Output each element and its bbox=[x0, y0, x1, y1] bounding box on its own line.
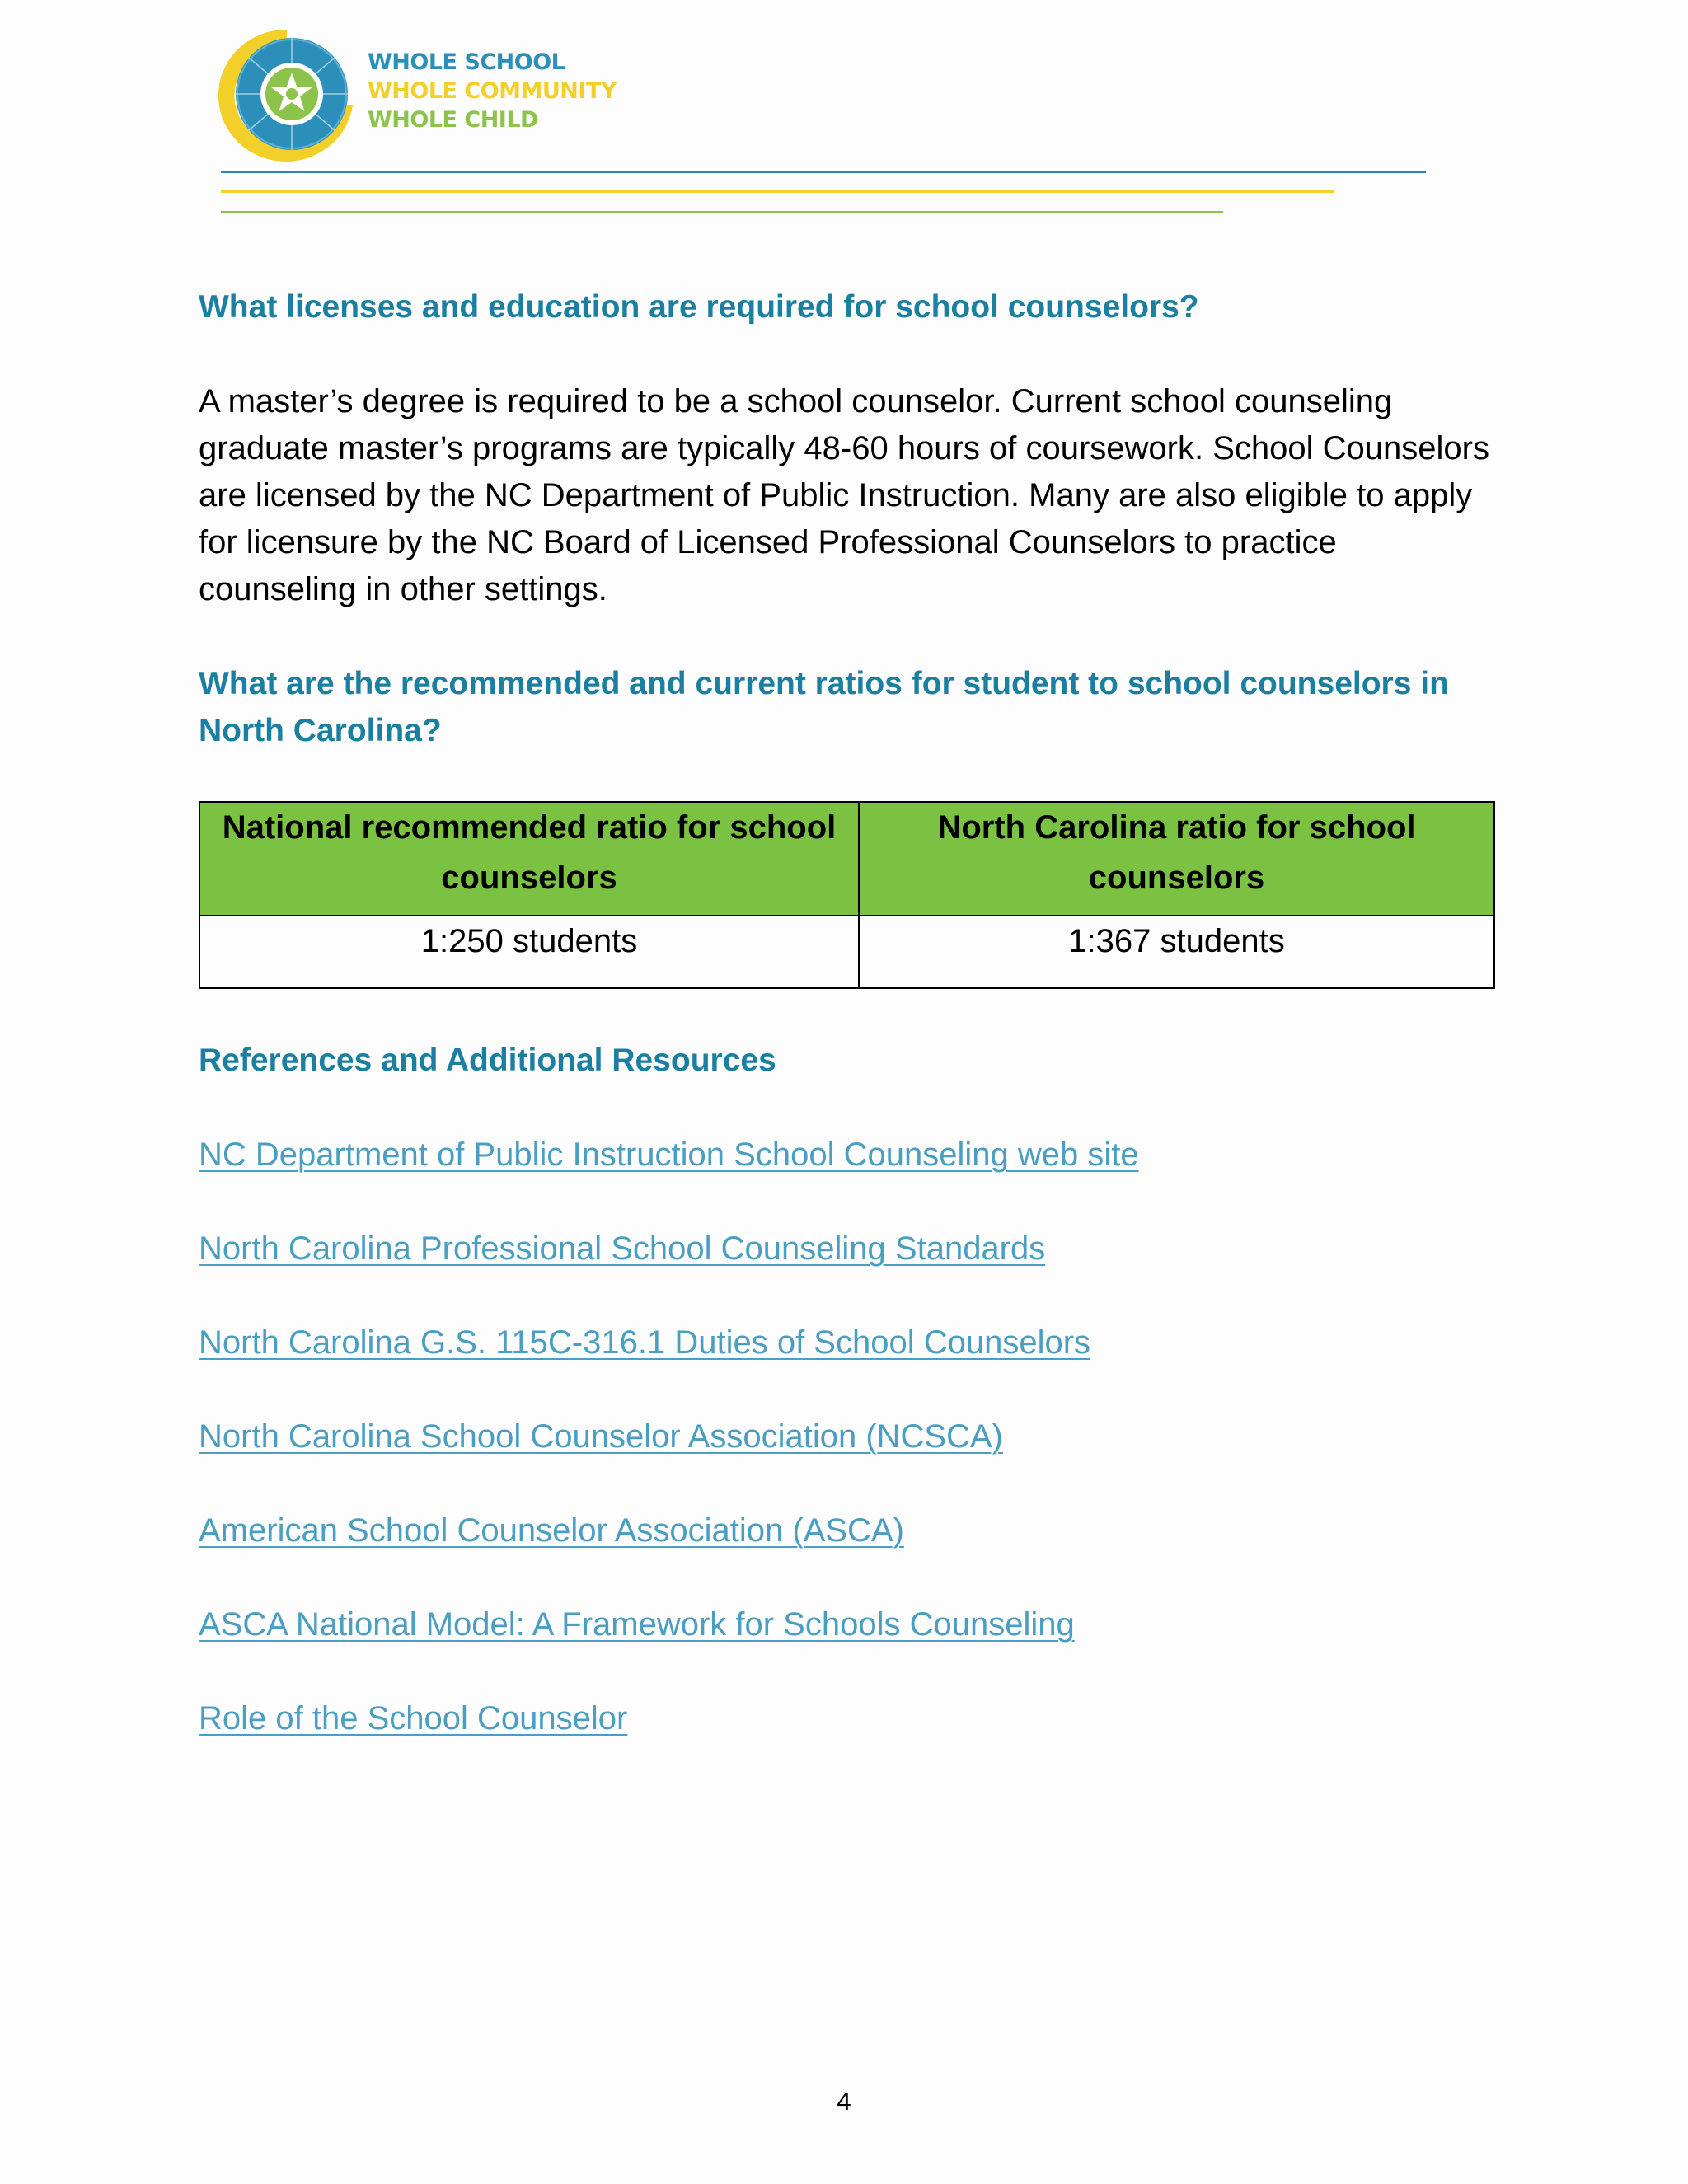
link-nc-professional-standards[interactable]: North Carolina Professional School Counseling Standards bbox=[199, 1230, 1046, 1267]
link-role-of-school-counselor[interactable]: Role of the School Counselor bbox=[199, 1700, 628, 1736]
table-header-north-carolina: North Carolina ratio for school counselors bbox=[859, 802, 1494, 916]
header-rule-green bbox=[221, 211, 1223, 213]
licenses-paragraph: A master’s degree is required to be a school counselor. Current school counseling graduate master’s programs are typically 48-60 hours of coursework. School Counselors are licensed by the NC Department of Public Instruction. Many are also eligible to apply for licensure by the NC Board of Licensed Professional Counselors to practice counseling in other settings. bbox=[199, 383, 1489, 607]
header-rule-yellow bbox=[221, 190, 1334, 193]
logo-wordmark bbox=[368, 48, 617, 134]
link-asca-national-model[interactable]: ASCA National Model: A Framework for Schools Counseling bbox=[199, 1606, 1075, 1643]
logo-line-whole-community: WHOLE COMMUNITY bbox=[368, 78, 617, 104]
table-header-national: National recommended ratio for school counselors bbox=[199, 802, 859, 916]
logo-line-whole-child: WHOLE CHILD bbox=[368, 107, 538, 133]
header-rule-blue bbox=[221, 171, 1426, 173]
licenses-heading: What licenses and education are required for school counselors? bbox=[199, 289, 1199, 325]
table-header-row bbox=[199, 802, 1494, 916]
link-ncdpi-school-counseling[interactable]: NC Department of Public Instruction School Counseling web site bbox=[199, 1137, 1139, 1173]
ratios-heading: What are the recommended and current ratios for student to school counselors in North Carolina? bbox=[199, 666, 1449, 748]
main-content bbox=[199, 284, 1501, 1789]
references-heading: References and Additional Resources bbox=[199, 1043, 776, 1078]
wheel-emblem-icon bbox=[213, 23, 361, 163]
references-list bbox=[199, 1132, 1501, 1742]
page-number: 4 bbox=[837, 2087, 851, 2116]
link-nc-gs-duties[interactable]: North Carolina G.S. 115C-316.1 Duties of School Counselors bbox=[199, 1324, 1091, 1361]
link-ncsca[interactable]: North Carolina School Counselor Association (NCSCA) bbox=[199, 1418, 1003, 1455]
whole-school-logo bbox=[213, 23, 773, 163]
logo-line-whole-school: WHOLE SCHOOL bbox=[368, 49, 565, 75]
table-row bbox=[199, 916, 1494, 988]
ratios-table bbox=[199, 801, 1495, 989]
table-cell-nc-ratio: 1:367 students bbox=[859, 916, 1494, 988]
table-cell-national-ratio: 1:250 students bbox=[199, 916, 859, 988]
link-asca[interactable]: American School Counselor Association (ASCA) bbox=[199, 1512, 904, 1549]
